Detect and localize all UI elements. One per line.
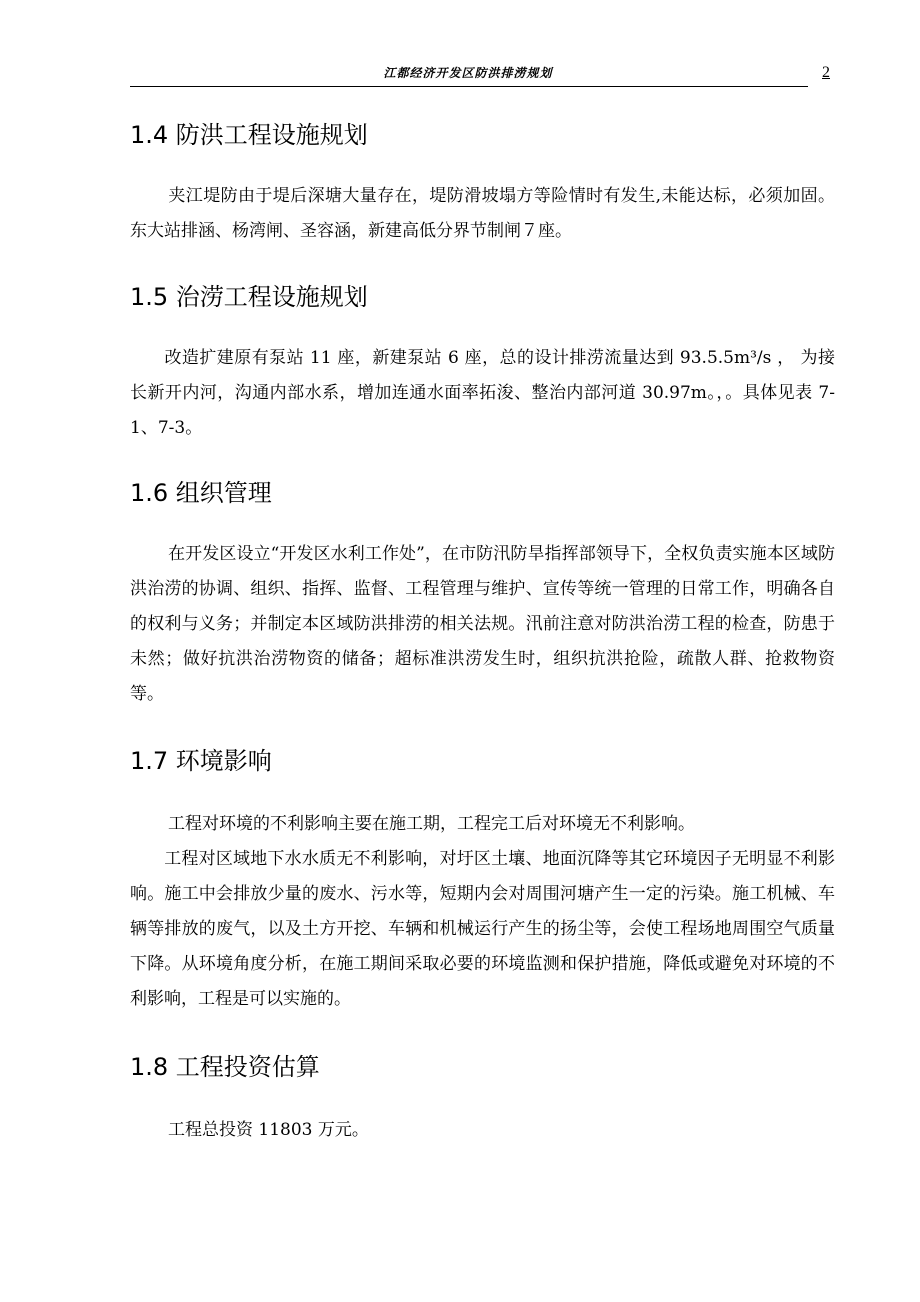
paragraph-text: 在开发区设立“开发区水利工作处”，在市防汛防旱指挥部领导下，全权负责实施本区域防洪治涝的协调、组织、指挥、监督、工程管理与维护、宣传等统一管理的日常工作，明确各自的权利与义务；并制定本区域防洪排涝的相关法规。汛前注意对防洪治涝工程的检查，防患于未然；做好抗洪治涝物资的储备；超标准洪涝发生时，组织抗洪抢险，疏散人群、抢救物资等。 <box>130 544 835 704</box>
section-heading-1-6: 1.6 组织管理 <box>130 479 272 507</box>
section-1-8-paragraph <box>130 1113 835 1148</box>
section-1-6-paragraph <box>130 537 835 712</box>
header-rule <box>130 86 808 87</box>
paragraph-text: 夹江堤防由于堤后深塘大量存在，堤防滑坡塌方等险情时有发生,未能达标，必须加固。东大站排涵、杨湾闸、圣容涵，新建高低分界节制闸７座。 <box>130 186 835 241</box>
running-header-title: 江都经济开发区防洪排涝规划 <box>383 66 553 80</box>
paragraph-text: 改造扩建原有泵站 11 座，新建泵站 6 座，总的设计排涝流量达到 93.5.5m³/s ， 为接长新开内河，沟通内部水系，增加连通水面率拓浚、整治内部河道 30.97m。，。具体见表 7-1、7-3。 <box>130 348 835 438</box>
page-number: 2 <box>822 64 830 81</box>
paragraph-text: 工程对环境的不利影响主要在施工期，工程完工后对环境无不利影响。 <box>168 814 695 834</box>
section-1-5-paragraph <box>130 341 835 446</box>
section-1-7-paragraph-2 <box>130 842 835 1017</box>
section-heading-1-4: 1.4 防洪工程设施规划 <box>130 121 368 149</box>
section-1-7-paragraph-1 <box>130 807 835 842</box>
section-heading-1-7: 1.7 环境影响 <box>130 747 272 775</box>
section-heading-1-5: 1.5 治涝工程设施规划 <box>130 283 368 311</box>
paragraph-text: 工程对区域地下水水质无不利影响，对圩区土壤、地面沉降等其它环境因子无明显不利影响。施工中会排放少量的废水、污水等，短期内会对周围河塘产生一定的污染。施工机械、车辆等排放的废气，以及土方开挖、车辆和机械运行产生的扬尘等，会使工程场地周围空气质量下降。从环境角度分析，在施工期间采取必要的环境监测和保护措施，降低或避免对环境的不利影响，工程是可以实施的。 <box>130 849 835 1009</box>
section-1-4-paragraph <box>130 179 835 249</box>
section-heading-1-8: 1.8 工程投资估算 <box>130 1053 320 1081</box>
paragraph-text: 工程总投资 11803 万元。 <box>168 1120 369 1140</box>
